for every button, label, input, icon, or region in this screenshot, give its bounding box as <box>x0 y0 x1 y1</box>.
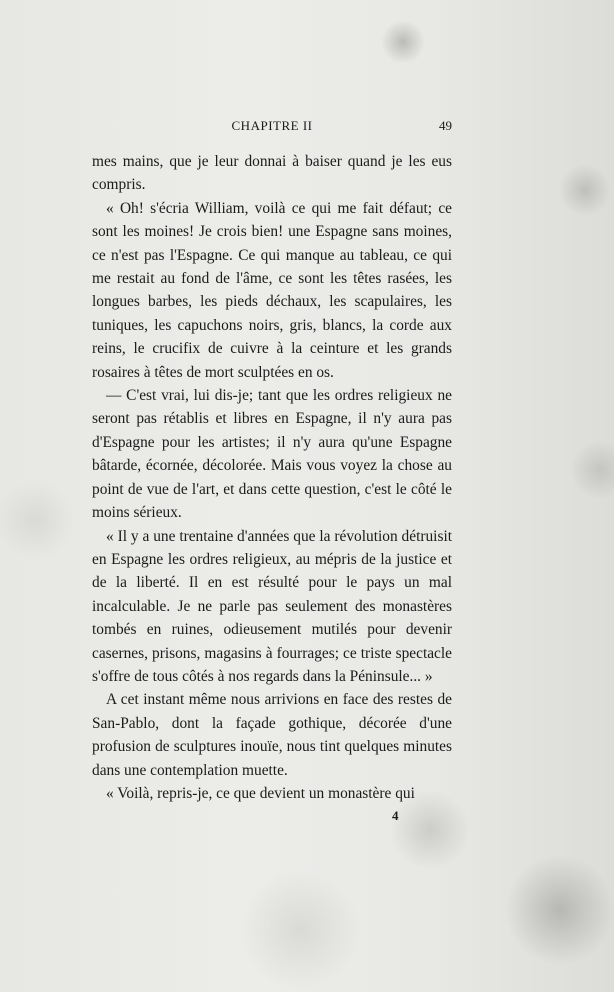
running-head <box>92 118 452 138</box>
paragraph: « Oh! s'écria William, voilà ce qui me fait défaut; ce sont les moines! Je crois bien! une Espagne sans moines, ce n'est pas l'Espagne. Ce qui manque au tableau, ce qui me restait au fond de l'âme, ce sont les têtes rasées, les longues barbes, les pieds déchaux, les scapulaires, les tuniques, les capuchons noirs, gris, blancs, la corde aux reins, le crucifix de cuivre à la ceinture et les grands rosaires à têtes de mort sculptées en os. <box>92 199 452 381</box>
chapter-title: CHAPITRE II <box>231 118 313 133</box>
signature-mark: 4 <box>392 808 399 823</box>
paragraph: « Il y a une trentaine d'années que la révolution détruisit en Espagne les ordres religieux, au mépris de la justice et de la liberté. Il en est résulté pour le pays un mal incalculable. Je ne parle pas seulement des monastères tombés en ruines, odieusement mutilés pour devenir casernes, prisons, magasins à fourrages; ce triste spectacle s'offre de tous côtés à nos regards dans la Péninsule... » <box>92 527 452 685</box>
body-text <box>92 150 452 805</box>
paragraph: — C'est vrai, lui dis-je; tant que les ordres religieux ne seront pas rétablis et libres en Espagne, il n'y aura pas d'Espagne pour les artistes; il n'y aura qu'une Espagne bâtarde, écornée, décolorée. Mais vous voyez la chose au point de vue de l'art, et dans cette question, c'est le côté le moins sérieux. <box>92 387 452 522</box>
paragraph: mes mains, que je leur donnai à baiser quand je les eus compris. <box>92 153 452 194</box>
page-number: 49 <box>439 118 452 133</box>
paragraph: A cet instant même nous arrivions en face des restes de San-Pablo, dont la façade gothique, décorée d'une profusion de sculptures inouïe, nous tint quelques minutes dans une contemplation muette. <box>92 691 452 779</box>
paragraph: « Voilà, repris-je, ce que devient un monastère qui <box>106 784 415 802</box>
